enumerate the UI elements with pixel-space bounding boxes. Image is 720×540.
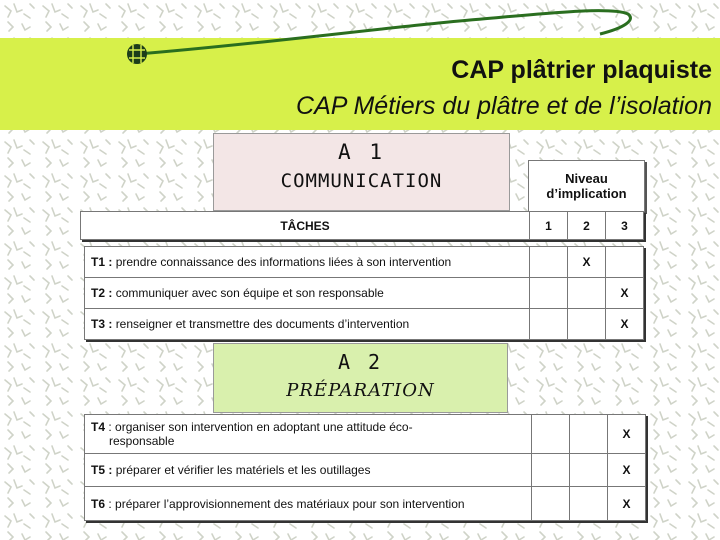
table-row (85, 454, 646, 487)
table-row (85, 247, 644, 278)
level-3-cell: X (608, 487, 646, 521)
task-text: prendre connaissance des informations liées à son intervention (115, 255, 452, 269)
page-subtitle: CAP Métiers du plâtre et de l’isolation (296, 92, 712, 120)
header-row (81, 212, 644, 240)
level-3-cell: X (606, 278, 644, 309)
level-1-cell (530, 309, 568, 340)
task-text: renseigner et transmettre des documents d’intervention (115, 317, 410, 331)
task-text-continued: responsable (109, 434, 175, 448)
level-3-cell: X (608, 415, 646, 454)
level-1-cell (532, 415, 570, 454)
level-3-cell: X (608, 454, 646, 487)
section-a2 (213, 343, 508, 413)
section-a1 (213, 133, 510, 211)
level-3-cell: X (606, 309, 644, 340)
task-cell (85, 454, 532, 487)
header-level-1: 1 (530, 212, 568, 240)
task-text: communiquer avec son équipe et son responsable (115, 286, 384, 300)
level-1-cell (532, 454, 570, 487)
niveau-implication-header (528, 160, 645, 212)
section-a2-code: A 2 (337, 350, 384, 374)
level-2-cell (570, 415, 608, 454)
table-row (85, 278, 644, 309)
task-cell (85, 278, 530, 309)
section-a1-name: COMMUNICATION (280, 170, 443, 192)
task-text: préparer et vérifier les matériels et les outillages (115, 463, 371, 477)
task-id: T4 (91, 420, 106, 434)
table-row (85, 487, 646, 521)
header-level-2: 2 (568, 212, 606, 240)
level-2-cell (568, 278, 606, 309)
task-id: T2 : (91, 286, 113, 300)
task-cell (85, 487, 532, 521)
task-text: : préparer l’approvisionnement des matériaux pour son intervention (108, 496, 465, 511)
level-1-cell (530, 247, 568, 278)
level-1-cell (530, 278, 568, 309)
level-2-cell (570, 487, 608, 521)
section-a1-code: A 1 (338, 140, 385, 164)
level-3-cell (606, 247, 644, 278)
level-2-cell (568, 309, 606, 340)
table-row (85, 309, 644, 340)
implication-label: d’implication (546, 186, 627, 201)
level-2-cell (570, 454, 608, 487)
table-row (85, 415, 646, 454)
header-level-3: 3 (606, 212, 644, 240)
task-id: T3 : (91, 317, 113, 331)
task-id: T5 : (91, 463, 113, 477)
task-cell (85, 415, 532, 454)
tasks-header-table (80, 211, 644, 240)
level-1-cell (532, 487, 570, 521)
task-cell (85, 247, 530, 278)
task-id: T1 : (91, 255, 113, 269)
tasks-table-a1 (84, 246, 644, 340)
tasks-table-a2 (84, 414, 646, 521)
level-2-cell: X (568, 247, 606, 278)
task-cell (85, 309, 530, 340)
header-taches: TÂCHES (81, 212, 530, 240)
task-text: : organiser son intervention en adoptant une attitude éco- (108, 420, 413, 434)
section-a2-name: PRÉPARATION (286, 380, 435, 401)
page-title: CAP plâtrier plaquiste (451, 56, 712, 84)
task-id: T6 (91, 496, 106, 511)
niveau-label: Niveau (565, 171, 608, 186)
